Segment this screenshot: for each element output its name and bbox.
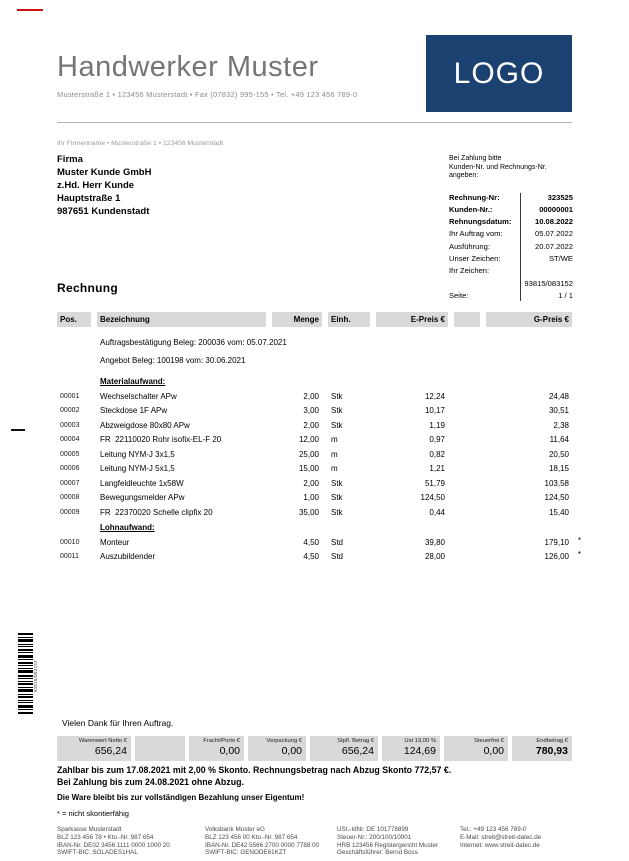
footer-line: SWIFT-BIC: GENODE61KZT [205,849,287,857]
totals-label: Endbetrag € [536,738,568,744]
item-spacer [454,419,480,434]
totals-segment [310,736,378,761]
items-table-header [57,312,572,327]
company-logo [426,35,572,112]
footer-line: BLZ 123 456 78 • Kto.-Nr. 987 654 [57,833,154,841]
item-row [57,550,581,565]
info-row [449,278,573,290]
footer-line: Tel.: +49 123 456 789-0 [460,826,527,833]
totals-label: Stpfl. Betrag € [337,738,374,744]
invoice-info-box [449,155,573,302]
item-description: FR 22110020 Rohr isofix-EL-F 20 [100,435,222,444]
items-table [57,312,581,565]
item-total-price: 126,00 * [544,550,581,561]
item-quantity: 4,50 [303,552,319,561]
footer-column [460,826,617,857]
net-payment-line: Bei Zahlung bis zum 24.08.2021 ohne Abzug. [57,776,244,787]
item-unit: Stk [331,420,343,430]
info-row-value: 00000001 [539,204,573,214]
totals-label: Steuerfrei € [474,738,504,744]
barcode-bar [18,675,33,677]
item-description: Wechselschalter APw [100,391,177,401]
footer-line: SWIFT-BIC: SOLADES1HAL [57,849,138,857]
section-row [57,521,572,536]
totals-value: 0,00 [281,745,302,757]
info-row-label: Rechnung-Nr: [449,192,500,202]
info-row [449,216,573,228]
barcode-bar [18,655,33,658]
item-row [57,491,572,506]
totals-value: 124,69 [403,745,436,757]
totals-value: 656,24 [94,745,127,757]
totals-label: Fracht/Porto € [203,738,240,744]
item-quantity: 1,00 [303,493,319,502]
item-spacer [454,477,480,492]
item-description: Bewegungsmelder APw [100,493,185,502]
barcode [18,633,33,714]
item-unit: Stk [331,493,343,502]
info-row-label: Unser Zeichen: [449,253,501,263]
barcode-bar [18,668,33,669]
info-row-label: Ihr Auftrag vom: [449,229,503,239]
info-row-label: Seite: [449,290,469,300]
item-description: Monteur [100,537,130,547]
item-quantity: 3,00 [303,406,319,415]
item-unit: m [331,464,338,473]
company-address-line: Musterstraße 1 • 123456 Musterstadt • Fax (07832) 995-155 • Tel. +49 123 456 789-0 [57,90,358,99]
payment-reference-note: Bei Zahlung bitte Kunden-Nr. und Rechnungs-Nr. angeben: [449,155,547,179]
item-quantity: 25,00 [298,449,319,459]
barcode-bar [18,687,33,688]
item-total-price: 2,38 [553,420,569,430]
info-row [449,192,573,204]
section-spacer [57,375,91,390]
info-row [449,253,573,265]
footer-line: HRB 123456 Registergericht Muster [337,841,439,849]
item-pos: 00004 [60,436,80,443]
reference-lines [57,334,572,369]
recipient-line: Hauptstraße 1 [57,193,121,204]
item-quantity: 35,00 [298,507,319,517]
item-quantity: 2,00 [303,478,319,488]
barcode-bar [18,694,33,695]
items-body [57,375,581,565]
barcode-bar [18,670,33,673]
item-description: Auszubildender [100,552,156,561]
info-row-value: 20.07.2022 [534,241,573,251]
barcode-bar [18,662,33,664]
skonto-terms-line: Zahlbar bis zum 17.08.2021 mit 2,00 % Skonto. Rechnungsbetrag nach Abzug Skonto 772,57 €. [57,765,452,775]
item-spacer [454,448,480,463]
barcode-bar [18,646,33,647]
info-row-value: 10.08.2022 [534,217,573,227]
section-title: Lohnaufwand: [100,523,155,532]
item-unit: Stk [331,478,343,488]
item-unit-price: 1,19 [429,420,445,430]
document-title: Rechnung [57,281,119,295]
item-description: Leitung NYM-J 3x1,5 [100,449,175,459]
item-total-price: 11,64 [549,435,569,444]
star-footnote: * = nicht skontierfähig [57,809,129,818]
totals-segment [189,736,244,761]
item-total-price: 18,15 [548,464,569,473]
col-header-pos: Pos. [57,312,91,327]
totals-label: Ust 19,00 % [404,738,436,744]
info-row [449,228,573,240]
barcode-bar [18,681,33,682]
col-header-menge: Menge [272,312,322,327]
item-unit-price: 51,79 [424,478,445,488]
footer-line: Sparkasse Musterstadt [57,826,122,833]
item-unit-price: 39,80 [424,537,445,547]
totals-value: 0,00 [219,745,240,757]
totals-value: 0,00 [483,745,504,757]
item-spacer [454,506,480,521]
thank-you-line: Vielen Dank für Ihren Auftrag. [62,718,174,728]
totals-segment [248,736,306,761]
item-pos: 00005 [60,450,80,458]
barcode-bar [18,700,33,701]
brand-block [57,35,357,99]
item-unit-price: 1,21 [429,464,445,473]
barcode-bar [18,709,33,710]
footer-line: Internet: www.streit-datec.de [460,841,540,849]
item-spacer [454,550,480,565]
item-total-price: 103,58 [544,478,569,488]
item-row [57,477,572,492]
logo-text: LOGO [453,56,545,90]
recipient-line: Firma [57,154,83,165]
totals-label: Verpackung € [266,738,302,744]
item-quantity: 2,00 [303,420,319,430]
payment-terms [57,765,572,818]
item-unit: Std [331,552,344,561]
item-spacer [454,433,480,448]
item-description: Leitung NYM-J 5x1,5 [100,464,175,473]
section-row [57,375,572,390]
item-total-price: 124,50 [544,493,569,502]
footer-line: Steuer-Nr.: 200/100/10001 [337,833,412,841]
recipient-line: z.Hd. Herr Kunde [57,180,135,191]
item-unit: m [331,435,338,444]
info-row-value: 93815/083152 [524,278,573,288]
item-description: Abzweigdose 80x80 APw [100,420,190,430]
footer-line: IBAN-Nr. DE02 3456 1111 0000 1000 20 [57,841,170,849]
info-row-value: 05.07.2022 [534,229,573,239]
info-row-value: 1 / 1 [558,290,573,300]
footer-line: Geschäftsführer: Bernd Boss [337,849,418,857]
totals-segment [444,736,508,761]
item-row [57,419,572,434]
barcode-bar [18,696,33,698]
info-row-value: 323525 [547,192,573,202]
info-row [449,241,573,253]
item-total-price: 15,40 [548,507,569,517]
item-total-price: 24,48 [548,391,569,401]
item-unit: Stk [331,406,343,415]
col-header-spacer [454,312,480,327]
info-row [449,204,573,216]
quote-reference-line: Angebot Beleg: 100198 vom: 30.06.2021 [100,355,246,365]
retention-of-title-line: Die Ware bleibt bis zur vollständigen Bezahlung unser Eigentum! [57,793,305,802]
item-unit-price: 0,82 [429,449,445,459]
barcode-bar [18,705,33,708]
footer-line: Volksbank Muster eG [205,826,265,833]
info-row-label: Ihr Zeichen: [449,266,490,276]
no-discount-star: * [577,550,581,559]
recipient-address-block [57,153,151,218]
item-row [57,448,572,463]
totals-segment [135,736,185,761]
barcode-bar [18,678,33,679]
header-divider [57,122,572,123]
col-header-g-preis: G-Preis € [486,312,572,327]
item-pos: 00003 [60,421,80,429]
item-unit-price: 124,50 [420,493,445,502]
no-discount-star: * [577,535,581,545]
footer-column [57,826,205,857]
section-title: Materialaufwand: [100,377,166,386]
info-row [449,290,573,302]
barcode-bar [18,637,33,638]
footer-line: IBAN-Nr. DE42 5566 2700 0000 7788 00 [205,841,320,849]
item-spacer [454,491,480,506]
barcode-bar [18,652,33,653]
item-unit: Std [331,537,344,547]
footer-columns [57,826,617,857]
footer-column [205,826,337,857]
footer-line: BLZ 123 456 00 Kto.-Nr. 987 654 [205,833,298,841]
item-unit-price: 10,17 [424,406,445,415]
item-unit-price: 0,97 [429,435,445,444]
item-pos: 00010 [60,538,80,546]
item-unit-price: 12,24 [424,391,445,401]
footer-line: E-Mail: streit@streit-datec.de [460,833,542,841]
item-total-price: 30,51 [548,406,569,415]
col-header-einh: Einh. [328,312,370,327]
item-row [57,462,572,477]
info-row-value: ST/WE [548,253,573,263]
col-header-bezeichnung: Bezeichnung [97,312,266,327]
info-rows [449,192,573,303]
item-pos: 00001 [60,392,80,400]
info-row-label [449,278,519,290]
item-pos: 00007 [60,479,80,487]
item-description: Langfeldleuchte 1x58W [100,478,184,488]
fold-mark [11,429,25,431]
barcode-bar [18,649,33,651]
footer-column [337,826,460,857]
item-unit: m [331,449,338,459]
info-row-value [519,265,573,277]
recipient-line: Muster Kunde GmbH [57,167,152,178]
totals-label: Warenwert Netto € [78,738,127,744]
item-row [57,390,572,405]
item-pos: 00008 [60,494,80,501]
item-row [57,433,572,448]
item-quantity: 15,00 [298,464,319,473]
sender-return-address: Ihr Firmenname • Musterstraße 1 • 123456 Musterstadt [57,140,224,147]
company-name: Handwerker Muster [57,51,319,83]
item-row [57,506,572,521]
item-total-price: 179,10 * [544,535,581,547]
info-row [449,265,573,277]
totals-row [57,736,572,761]
letterhead [57,35,572,112]
barcode-bar [18,659,33,660]
barcode-label: 93815/083152 [33,660,38,693]
item-description: FR 22370020 Schelle clipfix 20 [100,507,213,517]
barcode-bar [18,639,33,642]
item-pos: 00002 [60,407,80,414]
col-header-e-preis: E-Preis € [376,312,448,327]
item-pos: 00011 [60,553,79,560]
totals-value: 656,24 [341,745,374,757]
item-quantity: 4,50 [303,537,319,547]
totals-segment [382,736,440,761]
print-registration-mark [17,9,43,11]
item-pos: 00009 [60,508,80,516]
item-quantity: 2,00 [303,391,319,401]
item-description: Steckdose 1F APw [100,406,168,415]
item-row [57,535,581,551]
totals-value: 780,93 [535,745,568,757]
barcode-bar [18,702,33,703]
totals-segment [57,736,131,761]
info-row-label: Rehnungsdatum: [449,217,512,227]
item-pos: 00006 [60,465,80,472]
info-row-label: Kunden-Nr.: [449,204,493,214]
item-unit: Stk [331,507,343,517]
item-unit-price: 0,44 [429,507,445,517]
barcode-bar [18,644,33,645]
totals-segment [512,736,572,761]
item-total-price: 20,50 [548,449,569,459]
item-unit-price: 28,00 [424,552,445,561]
item-quantity: 12,00 [298,435,319,444]
section-spacer [57,521,91,536]
barcode-bar [18,665,33,666]
barcode-bar [18,683,33,685]
item-spacer [454,536,480,551]
item-spacer [454,390,480,405]
barcode-bar [18,712,33,714]
order-confirmation-line: Auftragsbestätigung Beleg: 200036 vom: 05.07.2021 [100,338,287,347]
barcode-bar [18,689,33,692]
item-spacer [454,404,480,419]
item-unit: Stk [331,391,343,401]
item-row [57,404,572,419]
recipient-line: 987651 Kundenstadt [57,206,150,217]
info-row-label: Ausführung: [449,241,490,251]
item-spacer [454,462,480,477]
barcode-bar [18,633,33,635]
footer-line: USt.-IdNr. DE 101778899 [337,826,409,833]
